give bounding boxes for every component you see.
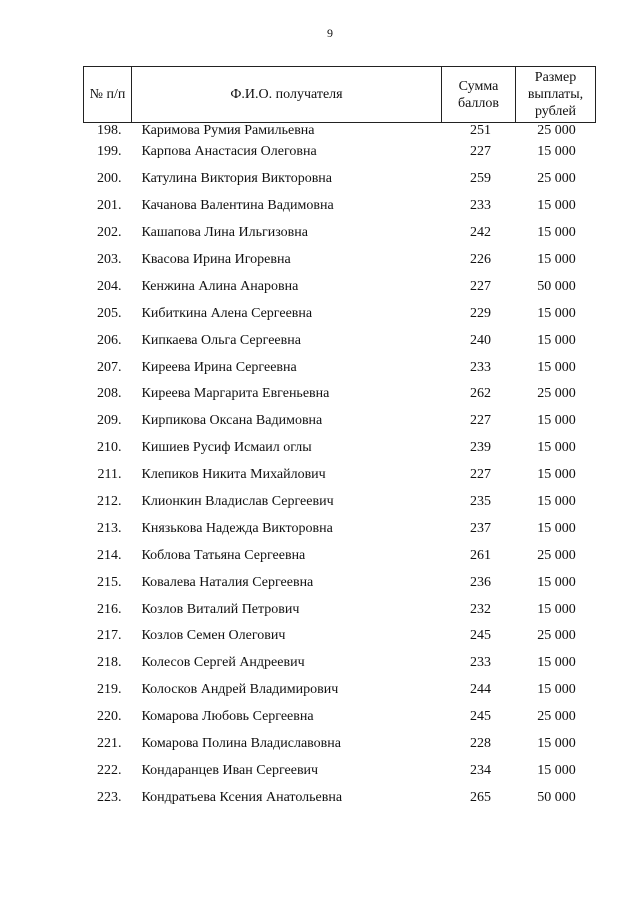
recipient-name: Квасова Ирина Игоревна — [141, 252, 291, 267]
payment-amount: 15 000 — [537, 359, 576, 375]
payment-amount: 15 000 — [537, 413, 576, 429]
table-row — [84, 381, 596, 408]
recipient-name: Кирпикова Оксана Вадимовна — [141, 413, 323, 429]
table-row — [84, 515, 596, 542]
row-number: 205. — [97, 305, 122, 321]
table-row — [84, 139, 596, 166]
table-header — [84, 67, 596, 123]
table-row — [84, 300, 596, 327]
row-number: 220. — [97, 709, 122, 725]
payment-amount: 50 000 — [537, 789, 576, 805]
payment-amount: 50 000 — [537, 278, 576, 294]
score-sum: 235 — [470, 494, 491, 510]
row-number: 215. — [97, 574, 122, 590]
table-row — [84, 166, 596, 193]
recipient-name: Качанова Валентина Вадимовна — [141, 198, 334, 214]
table-row — [84, 354, 596, 381]
payment-amount: 15 000 — [537, 494, 576, 510]
recipient-name: Комарова Полина Владиславовна — [141, 736, 341, 752]
score-sum: 240 — [470, 332, 491, 348]
row-number: 199. — [97, 144, 122, 160]
score-sum: 226 — [470, 252, 491, 267]
table-row — [84, 677, 596, 704]
score-sum: 227 — [470, 467, 491, 483]
recipient-name: Колосков Андрей Владимирович — [141, 682, 339, 698]
table-row — [84, 193, 596, 220]
recipient-name: Каримова Румия Рамильевна — [141, 123, 315, 138]
score-sum: 227 — [470, 278, 491, 294]
recipient-name: Кондратьева Ксения Анатольевна — [141, 789, 343, 805]
row-number: 217. — [97, 628, 122, 644]
table-row — [84, 123, 596, 140]
recipient-name: Кондаранцев Иван Сергеевич — [141, 762, 319, 778]
row-number: 203. — [97, 252, 122, 267]
recipient-name: Князькова Надежда Викторовна — [141, 520, 333, 536]
recipient-name: Козлов Семен Олегович — [141, 628, 286, 644]
row-number: 222. — [97, 762, 122, 778]
table-row — [84, 623, 596, 650]
header-row — [84, 67, 596, 123]
header-payment-amount: Размер выплаты, рублей — [516, 67, 596, 123]
payment-amount: 15 000 — [537, 601, 576, 617]
score-sum: 236 — [470, 574, 491, 590]
table-row — [84, 220, 596, 247]
row-number: 213. — [97, 520, 122, 536]
score-sum: 261 — [470, 547, 491, 563]
recipients-table — [83, 66, 596, 811]
score-sum: 228 — [470, 736, 491, 752]
table-row — [84, 731, 596, 758]
row-number: 198. — [97, 123, 122, 138]
recipient-name: Карпова Анастасия Олеговна — [141, 144, 317, 160]
table-row — [84, 247, 596, 274]
payment-amount: 15 000 — [537, 198, 576, 214]
payment-amount: 25 000 — [537, 123, 576, 138]
table-row — [84, 650, 596, 677]
recipient-name: Козлов Виталий Петрович — [141, 601, 300, 617]
header-recipient-name: Ф.И.О. получателя — [132, 67, 442, 123]
recipient-name: Кишиев Русиф Исмаил оглы — [141, 440, 312, 456]
score-sum: 233 — [470, 359, 491, 375]
page-number: 9 — [327, 26, 333, 40]
row-number: 202. — [97, 225, 122, 241]
payment-amount: 25 000 — [537, 386, 576, 402]
table-row — [84, 704, 596, 731]
row-number: 221. — [97, 736, 122, 752]
row-number: 216. — [97, 601, 122, 617]
recipient-name: Кипкаева Ольга Сергеевна — [141, 332, 301, 348]
table-row — [84, 757, 596, 784]
payment-amount: 15 000 — [537, 574, 576, 590]
table-row — [84, 273, 596, 300]
payment-amount: 25 000 — [537, 709, 576, 725]
table-row — [84, 784, 596, 811]
row-number: 211. — [97, 467, 122, 483]
recipient-name: Кашапова Лина Ильгизовна — [141, 225, 308, 241]
payment-amount: 15 000 — [537, 655, 576, 671]
payment-amount: 15 000 — [537, 467, 576, 483]
row-number: 209. — [97, 413, 122, 429]
recipient-name: Ковалева Наталия Сергеевна — [141, 574, 314, 590]
row-number: 218. — [97, 655, 122, 671]
payment-amount: 25 000 — [537, 628, 576, 644]
score-sum: 234 — [470, 762, 491, 778]
payment-amount: 15 000 — [537, 225, 576, 241]
row-number: 210. — [97, 440, 122, 456]
row-number: 212. — [97, 494, 122, 510]
recipients-table-container — [83, 66, 595, 811]
payment-amount: 15 000 — [537, 762, 576, 778]
score-sum: 244 — [470, 682, 491, 698]
header-number: № п/п — [84, 67, 132, 123]
table-row — [84, 569, 596, 596]
score-sum: 242 — [470, 225, 491, 241]
table-row — [84, 408, 596, 435]
row-number: 200. — [97, 171, 122, 187]
recipient-name: Колесов Сергей Андреевич — [141, 655, 305, 671]
payment-amount: 15 000 — [537, 520, 576, 536]
row-number: 214. — [97, 547, 122, 563]
recipient-name: Клепиков Никита Михайлович — [141, 467, 326, 483]
payment-amount: 15 000 — [537, 305, 576, 321]
score-sum: 227 — [470, 413, 491, 429]
payment-amount: 25 000 — [537, 547, 576, 563]
row-number: 207. — [97, 359, 122, 375]
table-body — [84, 123, 596, 812]
table-row — [84, 596, 596, 623]
score-sum: 245 — [470, 628, 491, 644]
recipient-name: Киреева Маргарита Евгеньевна — [141, 386, 330, 402]
row-number: 223. — [97, 789, 122, 805]
recipient-name: Коблова Татьяна Сергеевна — [141, 547, 306, 563]
score-sum: 245 — [470, 709, 491, 725]
recipient-name: Киреева Ирина Сергеевна — [141, 359, 297, 375]
row-number: 219. — [97, 682, 122, 698]
header-score-sum: Сумма баллов — [442, 67, 516, 123]
score-sum: 237 — [470, 520, 491, 536]
table-row — [84, 462, 596, 489]
recipient-name: Комарова Любовь Сергеевна — [141, 709, 314, 725]
payment-amount: 15 000 — [537, 736, 576, 752]
recipient-name: Катулина Виктория Викторовна — [141, 171, 333, 187]
payment-amount: 15 000 — [537, 252, 576, 267]
row-number: 204. — [97, 278, 122, 294]
table-row — [84, 327, 596, 354]
row-number: 208. — [97, 386, 122, 402]
row-number: 206. — [97, 332, 122, 348]
payment-amount: 15 000 — [537, 332, 576, 348]
payment-amount: 25 000 — [537, 171, 576, 187]
recipient-name: Кибиткина Алена Сергеевна — [141, 305, 313, 321]
score-sum: 265 — [470, 789, 491, 805]
row-number: 201. — [97, 198, 122, 214]
score-sum: 233 — [470, 198, 491, 214]
table-row — [84, 489, 596, 516]
score-sum: 227 — [470, 144, 491, 160]
score-sum: 251 — [470, 123, 491, 138]
payment-amount: 15 000 — [537, 440, 576, 456]
score-sum: 229 — [470, 305, 491, 321]
score-sum: 232 — [470, 601, 491, 617]
payment-amount: 15 000 — [537, 144, 576, 160]
table-row — [84, 542, 596, 569]
score-sum: 239 — [470, 440, 491, 456]
table-row — [84, 435, 596, 462]
recipient-name: Кенжина Алина Анаровна — [141, 278, 299, 294]
score-sum: 259 — [470, 171, 491, 187]
payment-amount: 15 000 — [537, 682, 576, 698]
recipient-name: Клионкин Владислав Сергеевич — [141, 494, 334, 510]
score-sum: 262 — [470, 386, 491, 402]
score-sum: 233 — [470, 655, 491, 671]
